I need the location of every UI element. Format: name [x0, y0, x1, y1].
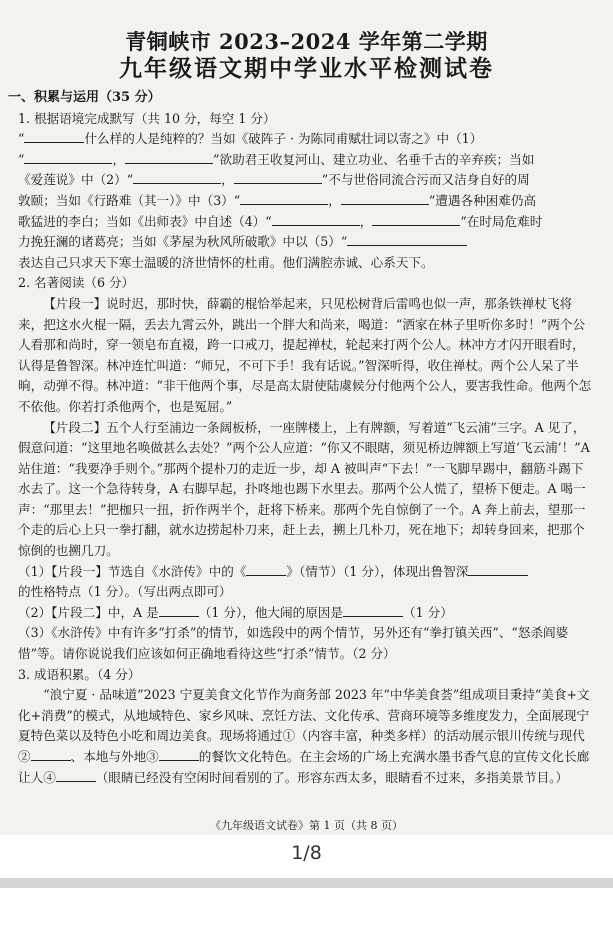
question-1-line-1 [18, 129, 596, 150]
question-3-stem: 3. 成语积累。（4 分） [18, 666, 141, 682]
page-indicator: 1/8 [291, 842, 322, 864]
question-2-sub-1-cont: 的性格特点（1 分）。（写出两点即可） [18, 584, 232, 600]
answer-blank[interactable] [31, 747, 71, 761]
answer-blank[interactable] [272, 212, 360, 226]
answer-blank[interactable] [125, 150, 213, 164]
answer-blank[interactable] [24, 150, 112, 164]
passage-text: （眼睛已经没有空闲时间看别的了。形容东西太多，眼睛看不过来，多指美景节目。） [95, 769, 569, 785]
quote-open: “ [18, 151, 25, 167]
exam-title-line2: 九年级语文期中学业水平检测试卷 [119, 55, 494, 82]
passage-text: 、本地与外地③ [70, 749, 159, 764]
comma: ， [359, 213, 373, 229]
answer-blank[interactable] [347, 232, 467, 246]
question-3-passage [18, 685, 596, 788]
question-1-line-7: 表达自己只求天下寒士温暖的济世情怀的杜甫。他们满腔赤诚、心系天下。 [18, 254, 434, 270]
question-2-sub-3: （3）《水浒传》中有许多“打杀”的情节，如选段中的两个情节，另外还有“拳打镇关西”、“怒杀阎婆惜”等。请你说说我们应该如何正确地看待这些“打杀”情节。（2 分） [18, 625, 569, 662]
answer-blank[interactable] [56, 768, 96, 782]
exam-body [8, 88, 596, 788]
exam-title-line1: 青铜峡市 2023–2024 学年第二学期 [125, 29, 488, 54]
question-1-text: 歌猛进的李白；当如《出师表》中自述（4）“ [18, 213, 272, 229]
question-1-text: ”遭遇各种困难仍高 [428, 192, 537, 208]
sub-question-text: （1 分） [403, 604, 453, 620]
passage-text: 的餐饮文化特色。在主会场的广场上充满水墨书香气息的宣传文化长廊让人④ [18, 749, 590, 785]
sub-question-text: 》（情节）（1 分），体现出鲁智深 [286, 563, 469, 579]
comma: ， [328, 192, 341, 208]
answer-blank[interactable] [24, 129, 84, 143]
passage-excerpt-2: 【片段二】五个人行至浦边一条阔板桥，一座牌楼上，上有牌额，写着道“飞云浦”三字。A 见了，假意问道：“这里地名唤做甚么去处？”两个公人应道：“你又不眼瞎，须见桥边牌额上写道‘飞云浦’！”A 站住道：“我要净手则个。”那两个提朴刀的走近一步，却 A 被叫声“下去！”一飞脚早踢中，翻筋斗踢下水去了。这一个急待转身，A 右脚早起，扑咚地也踢下水里去。那两个公人慌了，望桥下便走。A 喝一声：“那里去！”把枷只一扭，折作两半个，赶将下桥来。那两个先自惊倒了一个。A 奔上前去，望那一个走的后心上只一拳打翻，就水边捞起朴刀来，赶上去，搠上几朴刀，死在地下；却转身回来，把那个惊倒的也搠几刀。 [18, 419, 590, 559]
sub-question-text: （1 分），他大闹的原因是 [198, 604, 343, 620]
question-1-text: 力挽狂澜的诸葛亮；当如《茅屋为秋风所破歌》中以（5）“ [18, 234, 348, 250]
answer-blank[interactable] [133, 170, 221, 184]
section-heading: 一、积累与运用（35 分） [8, 90, 161, 105]
passage-excerpt-1: 【片段一】说时迟，那时快，薛霸的棍恰举起来，只见松树背后雷鸣也似一声，那条铁禅杖飞将来，把这水火棍一隔，丢去九霄云外，跳出一个胖大和尚来，喝道：“洒家在林子里听你多时！”两个公人看那和尚时，穿一领皂布直裰，跨一口戒刀，提起禅杖，轮起来打两个公人。林冲方才闪开眼看时，认得是鲁智深。林冲连忙叫道：“师兄，不可下手！我有话说。”智深听得，收住禅杖。两个公人呆了半晌，动弹不得。林冲道：“非干他两个事，尽是高太尉使陆虞候分付他两个公人，要害我性命。他两个怎不依他。你若打杀他两个，也是冤屈。” [18, 295, 592, 414]
answer-blank[interactable] [159, 747, 199, 761]
sub-question-text: （2）【片段二】中，A 是 [18, 604, 159, 620]
question-1-line-2 [18, 150, 596, 171]
question-1-line-5 [18, 212, 596, 233]
question-1-line-4 [18, 191, 596, 212]
question-1-text: 什么样的人是纯粹的？当如《破阵子 · 为陈同甫赋壮词以寄之》中（1） [84, 131, 483, 147]
question-1-text: 《爱莲说》中（2）“ [18, 172, 134, 188]
passage-text: “浪宁夏 · 品味道”2023 宁夏美食文化节作为商务部 2023 年“中华美食荟”组成项目秉持“美食+文化+消费”的模式，从地域特色、家乡风味、烹饪方法、文化传承、营商环境等多维度发力，全面展现宁夏特色菜以及特色小吃和周边美食。现场将通过①（内容丰富，种类多样）的活动展示银川传统与现代② [18, 687, 590, 764]
question-1-text: ”欲助君王收复河山、建立功业、名垂千古的辛弃疾；当如 [213, 151, 535, 167]
question-2-sub-2 [18, 603, 596, 624]
page-footer: 《九年级语文试卷》第 1 页（共 8 页） [210, 819, 403, 832]
answer-blank[interactable] [246, 562, 286, 576]
question-2-stem: 2. 名著阅读（6 分） [18, 275, 135, 291]
answer-blank[interactable] [240, 191, 328, 205]
question-2-sub-1 [18, 562, 596, 583]
question-1-line-3 [18, 170, 596, 191]
answer-blank[interactable] [468, 562, 528, 576]
quote-open: “ [18, 131, 25, 147]
answer-blank[interactable] [372, 212, 460, 226]
answer-blank[interactable] [234, 170, 322, 184]
comma: ， [112, 151, 126, 167]
question-1-text: ”在时局危难时 [460, 213, 543, 229]
answer-blank[interactable] [341, 191, 429, 205]
comma: ， [221, 172, 234, 188]
sub-question-text: （1）【片段一】节选自《水浒传》中的《 [18, 563, 247, 579]
answer-blank[interactable] [159, 603, 199, 617]
answer-blank[interactable] [343, 603, 403, 617]
question-1-text: 敦颐；当如《行路难（其一）》中（3）“ [18, 192, 241, 208]
question-1-text: ”不与世俗同流合污而又洁身自好的周 [321, 172, 530, 188]
viewer-bottom-bar [0, 878, 613, 888]
question-1-stem: 1. 根据语境完成默写（共 10 分，每空 1 分） [18, 110, 276, 126]
question-1-line-6 [18, 232, 596, 253]
